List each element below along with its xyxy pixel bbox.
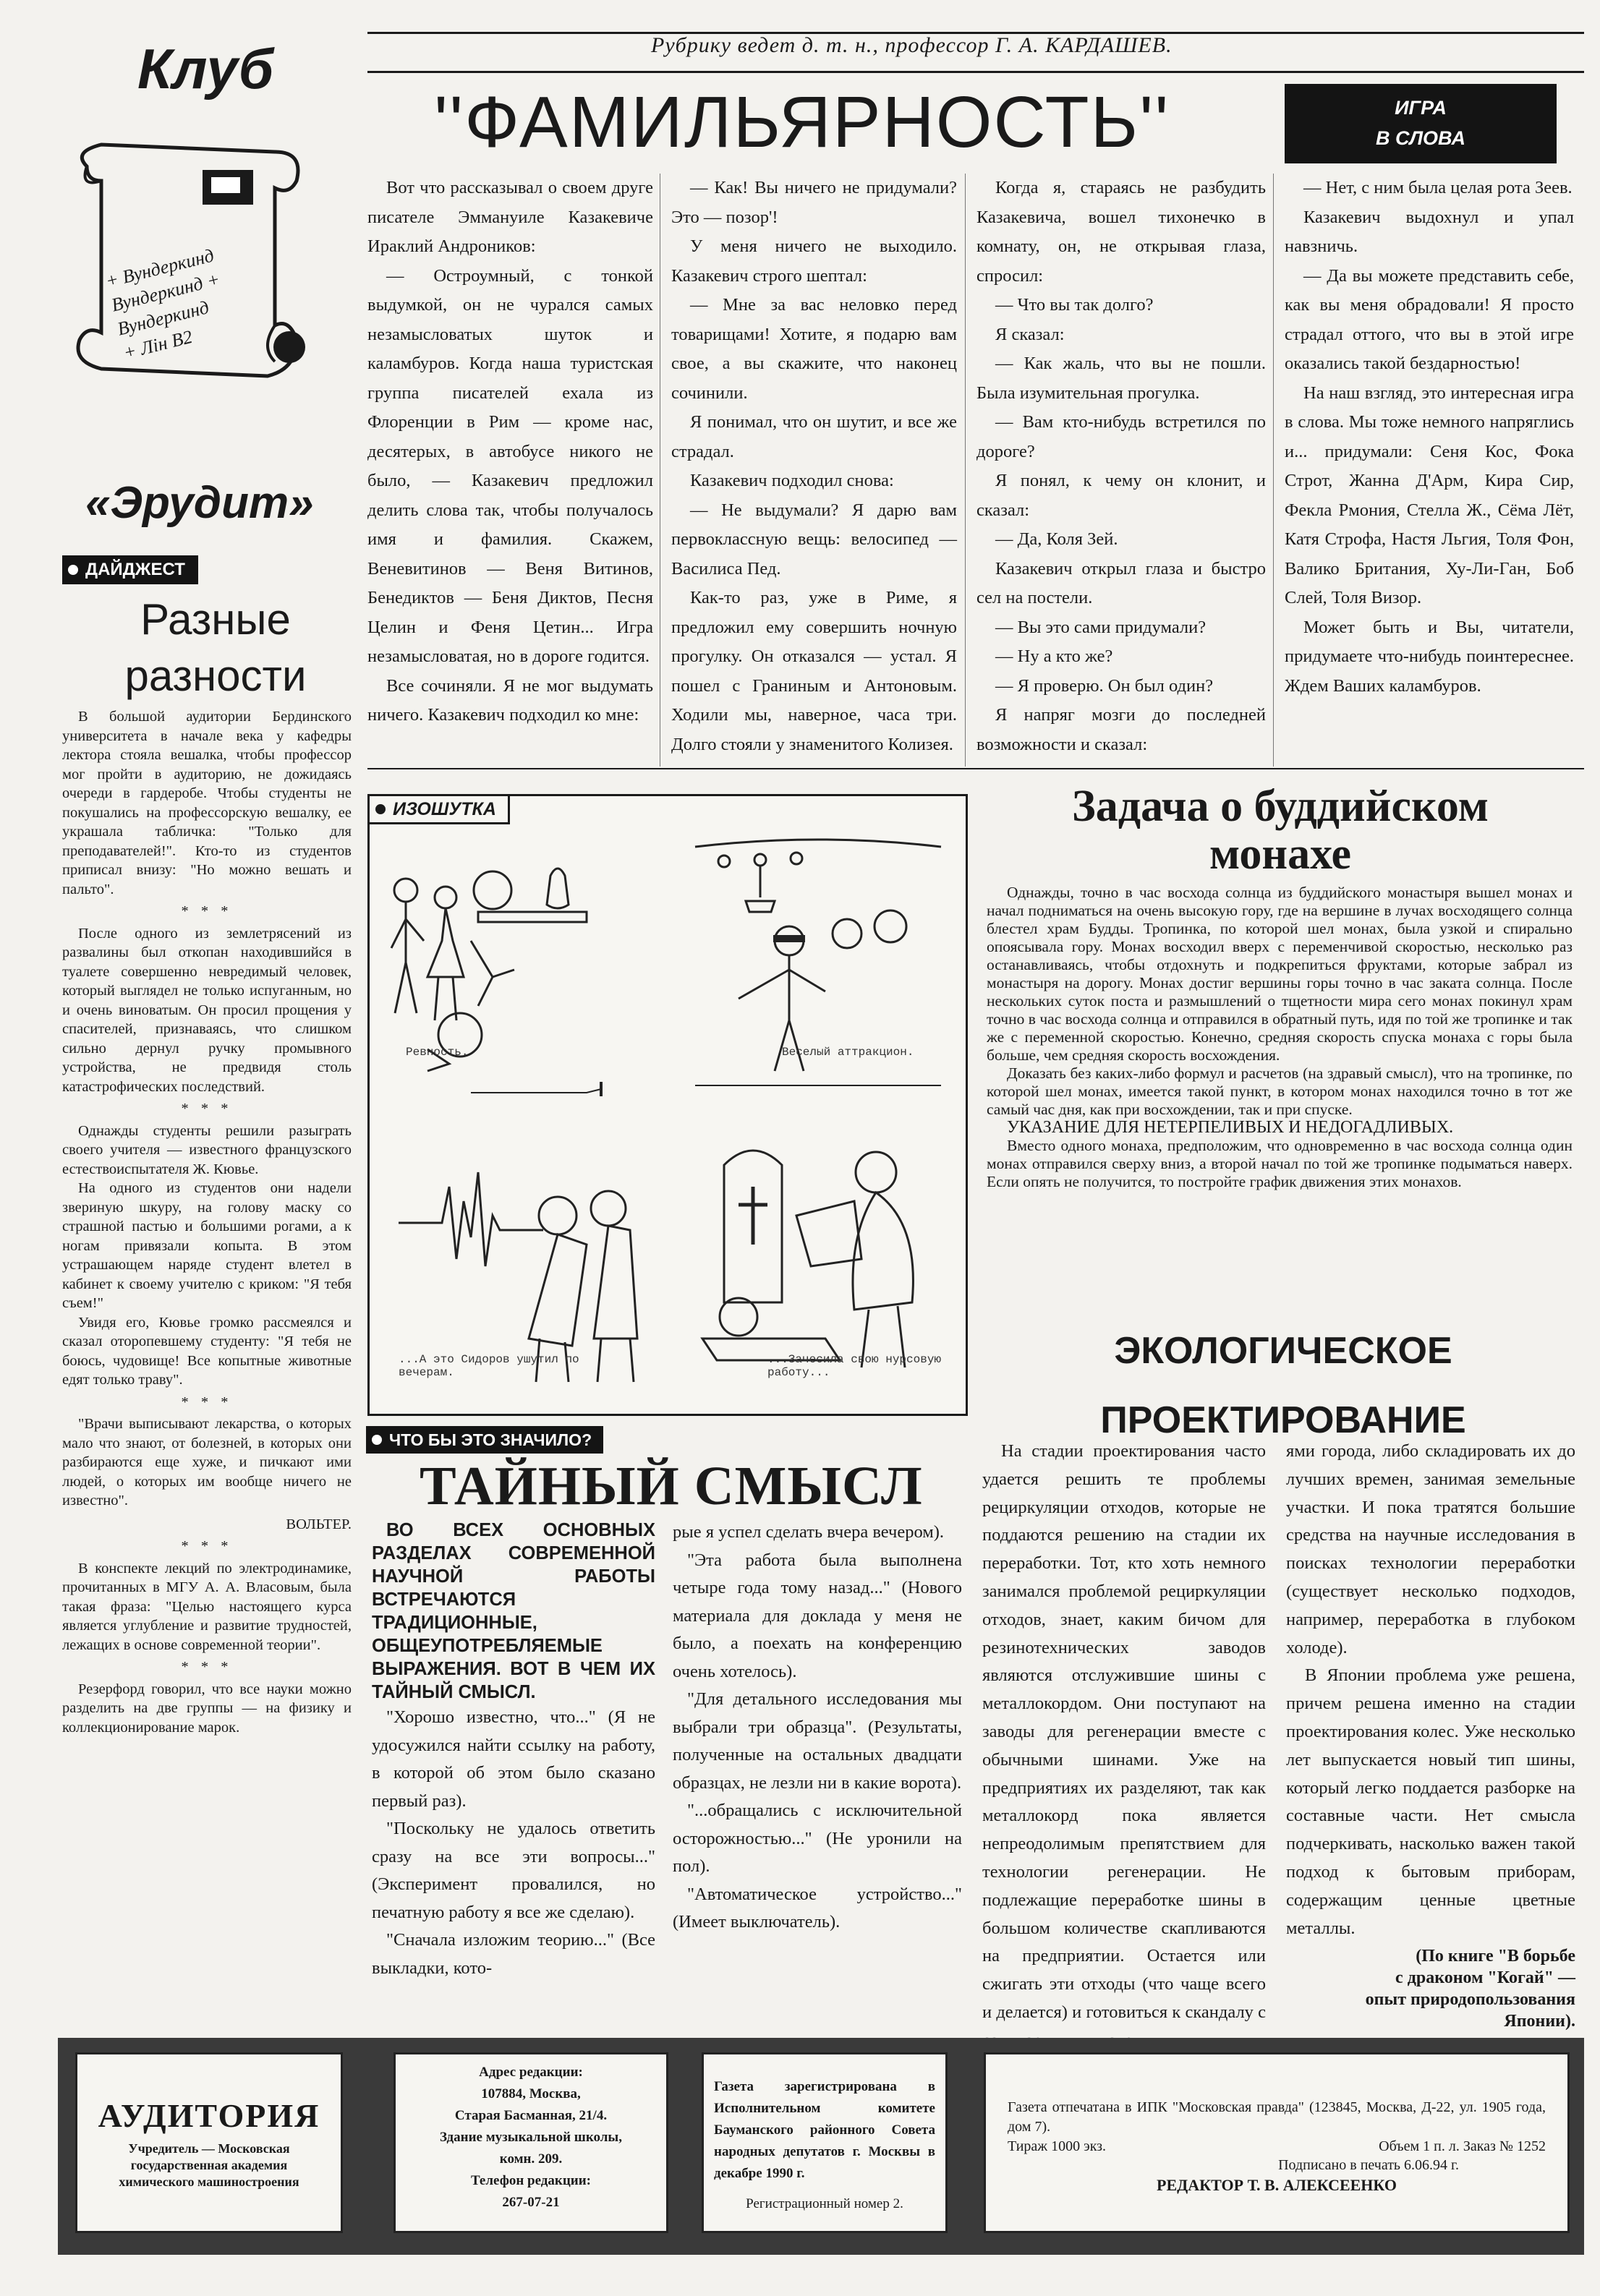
familiarity-col-2 (671, 174, 957, 759)
bullet-icon (68, 565, 78, 575)
paragraph: Я напряг мозги до последней возможности и сказал: (976, 705, 1266, 754)
paragraph: рые я успел сделать вчера вечером). (673, 1522, 945, 1542)
paragraph: Как-то раз, уже в Риме, я предложил ему совершить ночную прогулку. Он отказался — устал. Я пошел с Граниным и Антоновым. Ходили мы, наверное, часа три. Долго стояли у знаменитого Колизея. (671, 588, 957, 754)
familiarity-col-4 (1285, 174, 1574, 701)
paragraph: "Поскольку не удалось ответить сразу на все эти вопросы..." (Эксперимент провалился, но печатную работу я все же сделаю). (372, 1819, 655, 1922)
word-game-badge-line1: ИГРА (1395, 97, 1447, 119)
paragraph: "Автоматическое устройство..." (Имеет выключатель). (673, 1884, 962, 1932)
izoshutka-label: ИЗОШУТКА (393, 798, 496, 819)
paragraph: В Японии проблема уже решена, причем решена именно на стадии проектирования колес. Уже несколько лет выпускается новый тип шины, который легко поддается разборке на составные части. Нет смысла подчеркивать, насколько важен такой подход к бытовым приборам, содержащим ценные цветные металлы. (1286, 1665, 1575, 1938)
bullet-icon (372, 1435, 382, 1445)
cartoon-attraction (681, 832, 956, 1122)
digest-paragraph: Резерфорд говорил, что все науки можно разделить на две группы — на физику и коллекционирование марок. (62, 1681, 352, 1736)
digest-badge (62, 555, 198, 584)
paragraph: — Нет, с ним была целая рота Зеев. (1303, 178, 1573, 197)
paragraph: ями города, либо складировать их до лучших времен, занимая земельные участки. И пока тратятся большие средства на научные исследования в поисках технологии переработки (существует несколько подходов, например, переработка в глубоком холоде). (1286, 1441, 1575, 1657)
word-game-badge-line2: В СЛОВА (1375, 127, 1466, 149)
footer-masthead (75, 2052, 343, 2233)
digest-body (62, 707, 352, 1737)
registration-number: Регистрационный номер 2. (746, 2196, 903, 2211)
footer-print-info (984, 2052, 1570, 2233)
editorial-address: Адрес редакции: 107884, Москва, Старая Басманная, 21/4. Здание музыкальной школы, комн. 209. Телефон редакции: 267-07-21 (439, 2065, 623, 2210)
paragraph: — Да вы можете представить себе, как вы меня обрадовали! Я просто страдал оттого, что вы в этой игре оказались такой бездарностью! (1285, 265, 1574, 373)
monk-paragraph: Доказать без каких-либо формул и расчетов (на здравый смысл), что на тропинке, по которой шел монах, имеется такой пункт, в котором монах находился точно в тот же самый час дня, как при восхождении, так и при спуске. (987, 1064, 1573, 1118)
paragraph: — Вам кто-нибудь встретился по дороге? (976, 412, 1266, 461)
eco-source: (По книге "В борьбе с драконом "Когай" — опыт природопользования Японии). (1365, 1947, 1575, 2031)
monk-paragraph: Вместо одного монаха, предположим, что одновременно в час восхода солнца один монах отправился сверху вниз, а второй начал по той же тропинке подыматься наверх. Если опять не получится, то постройте график движения этих монахов. (987, 1137, 1573, 1190)
eco-title-line1: ЭКОЛОГИЧЕСКОЕ (1114, 1330, 1452, 1372)
monk-hint-title: УКАЗАНИЕ ДЛЯ НЕТЕРПЕЛИВЫХ И НЕДОГАДЛИВЫХ. (1007, 1118, 1454, 1137)
paragraph: "Хорошо известно, что..." (Я не удосужился найти ссылку на работу, в которой об этом было сказано первый раз). (372, 1707, 655, 1811)
paragraph: "Сначала изложим теорию..." (Все выкладки, кото- (372, 1930, 655, 1978)
paragraph: "Для детального исследования мы выбрали три образца". (Результаты, полученные на остальных двадцати образцах, не лезли ни в какие ворота). (673, 1689, 962, 1793)
familiarity-col-1 (367, 174, 653, 730)
paragraph: Все сочиняли. Я не мог выдумать ничего. Казакевич подходил ко мне: (367, 675, 653, 725)
paragraph: У меня ничего не выходило. Казакевич строго шептал: (671, 236, 957, 286)
familiarity-col-3 (976, 174, 1266, 759)
cartoon-caption: ...А это Сидоров ушутил по вечерам. (399, 1353, 579, 1379)
digest-title-line2: разности (124, 652, 307, 700)
footer-registration (702, 2052, 948, 2233)
monk-body (987, 884, 1573, 1191)
paragraph: — Мне за вас неловко перед товарищами! Хотите, я подарю вам свое, а вы скажите, что наконец сочинили. (671, 295, 957, 403)
print-run-row (1008, 2137, 1546, 2156)
paragraph: На стадии проектирования часто удается решить те проблемы рециркуляции отходов, которые не поддаются решению на стадии их переработки. Тот, кто хоть немного занимался проблемой рециркуляции отходов, знает, каким бичом для резинотехнических заводов являются отслужившие шины с металлокордом. Они поступают на заводы для регенерации вместе с обычными шинами. Уже на предприятиях их разделяют, так как металлокорд пока является непреодолимым препятствием для технологии регенерации. Не подлежащие переработке шины в большом количестве скапливаются на предприятии. Остается или сжигать эти отходы (что чаще всего и делается) и готовиться к скандалу с (982, 1441, 1266, 2022)
column-divider (1273, 174, 1274, 767)
paragraph: — Не выдумали? Я дарю вам первоклассную вещь: велосипед — Василиса Пед. (671, 500, 957, 579)
paragraph: — Как! Вы ничего не придумали? Это — позор'! (671, 178, 957, 227)
secret-title: ТАЙНЫЙ СМЫСЛ (420, 1456, 923, 1516)
paragraph: Я понимал, что он шутит, и все же страдал. (671, 412, 957, 461)
founder: Учредитель — Московская государственная академия химического машиностроения (119, 2141, 299, 2189)
rubric-rule (367, 71, 1584, 73)
digest-title (85, 592, 346, 704)
paragraph: — Вы это сами придумали? (995, 617, 1207, 637)
print-info: Газета отпечатана в ИПК "Московская правда" (123845, Москва, Д-22, ул. 1905 года, дом 7). (1008, 2099, 1546, 2135)
paragraph: Я понял, к чему он клонит, и сказал: (976, 471, 1266, 520)
column-divider (965, 174, 966, 767)
cartoons-box (367, 794, 968, 1416)
registration-text: Газета зарегистрирована в Исполнительном комитете Бауманского районного Совета народных депутатов г. Москвы в декабре 1990 г. (714, 2079, 935, 2181)
eco-col-2 (1286, 1438, 1575, 2032)
stars-divider: * * * (181, 1538, 233, 1554)
secret-lead: ВО ВСЕХ ОСНОВНЫХ РАЗДЕЛАХ СОВРЕМЕННОЙ НАУЧНОЙ РАБОТЫ ВСТРЕЧАЮТСЯ ТРАДИЦИОННЫЕ, ОБЩЕУПОТРЕБЛЯЕМЫЕ ВЫРАЖЕНИЯ. ВОТ В ЧЕМ ИХ ТАЙНЫЙ СМЫСЛ. (372, 1520, 655, 1702)
digest-paragraph: В большой аудитории Бердинского университета в начале века у кафедры лектора стояла вешалка, чтобы профессор мог пройти в аудиторию, не дожидаясь очереди в гардеробе. Чтобы студенты не покушались на профессорскую вешалку, ее украшала табличка: "Только для преподавателей!". Кто-то из студентов приписал внизу: "Но можно вешать и пальто". (62, 709, 352, 897)
paragraph: — Да, Коля Зей. (995, 529, 1118, 549)
stars-divider: * * * (181, 903, 233, 919)
cartoon-caption: Ревность. (406, 1046, 469, 1059)
digest-paragraph: Однажды студенты решили разыграть своего учителя — известного французского естествоиспытателя Ж. Кювье. (62, 1122, 352, 1177)
eco-title-line2: ПРОЕКТИРОВАНИЕ (1100, 1399, 1466, 1441)
scroll-text: + Вундеркинд Вундеркинд + Вундеркинд + Лін В2 (103, 244, 222, 364)
footer-address (393, 2052, 668, 2233)
paragraph: "Эта работа была выполнена четыре года тому назад..." (Нового материала для доклада у меня не было, а поехать на конференцию очень хотелось). (673, 1550, 962, 1681)
what-means-label: ЧТО БЫ ЭТО ЗНАЧИЛО? (389, 1430, 592, 1449)
paragraph: — Ну а кто же? (995, 646, 1113, 666)
paragraph: Казакевич выдохнул и упал навзничь. (1285, 207, 1574, 256)
stars-divider: * * * (181, 1394, 233, 1410)
digest-title-line1: Разные (140, 595, 291, 644)
rubric-line: Рубрику ведет д. т. н., профессор Г. А. КАРДАШЕВ. (651, 33, 1173, 57)
cartoon-caption: Веселый аттракцион. (782, 1046, 914, 1059)
word-game-badge (1285, 84, 1557, 163)
digest-paragraph: "Врачи выписывают лекарства, о которых мало что знают, от болезней, в которых они разбираются еще хуже, и пичкают ими людей, о которых им вообще ничего не известно". (62, 1416, 352, 1508)
familiarity-title: ''ФАМИЛЬЯРНОСТЬ'' (434, 82, 1170, 163)
monk-title-line1: Задача о буддийском (1072, 782, 1489, 831)
cartoon-jealousy (384, 832, 659, 1122)
paragraph: Вот что рассказывал о своем друге писателе Эммануиле Казакевиче Ираклий Андроников: (367, 178, 653, 256)
eco-title (987, 1316, 1580, 1455)
paragraph: — Как жаль, что вы не пошли. Была изумительная прогулка. (976, 354, 1266, 403)
paragraph: "...обращались с исключительной осторожностью..." (Не уронили на пол). (673, 1801, 962, 1876)
erudit-title: «Эрудит» (85, 478, 314, 528)
print-run: Тираж 1000 экз. (1008, 2138, 1107, 2154)
secret-col-2 (673, 1519, 962, 1937)
print-volume: Объем 1 п. л. Заказ № 1252 (1379, 2138, 1546, 2154)
stars-divider: * * * (181, 1659, 233, 1675)
paragraph: — Остроумный, с тонкой выдумкой, он не чурался самых незамысловатых шуток и каламбуров. Когда наша туристская группа писателей ехала из Флоренции в Рим — кроме нас, десятерых, в автобусе никого не было, — Казакевич предложил делить слова так, чтобы получалось имя и фамилия. Скажем, Веневитинов — Веня Витинов, Бенедиктов — Беня Диктов, Песня Целин и Феня Цетин... Игра незамысловатая, но в дороге годится. (367, 265, 653, 666)
secret-col-1 (372, 1519, 655, 1982)
signed-date: Подписано в печать 6.06.94 г. (1278, 2157, 1459, 2173)
izoshutka-badge (367, 794, 510, 824)
paper-name: АУДИТОРИЯ (98, 2097, 320, 2134)
digest-paragraph: На одного из студентов они надели звериную шкуру, на голову маску со страшной пастью и большими рогами, а к ногам привязали копыта. В этом устрашающем наряде студент влетел в кабинет к своему учителю с криком: "Я тебя съем!" (62, 1180, 352, 1311)
club-logo (43, 29, 333, 434)
what-means-badge (366, 1426, 603, 1454)
monk-title-line2: монахе (1209, 829, 1352, 879)
paragraph: Казакевич подходил снова: (690, 471, 894, 490)
paragraph: На наш взгляд, это интересная игра в слова. Мы тоже немного напряглись и... придумали: Сеня Кос, Фока Строт, Жанна Д'Арм, Кира Сир, Фекла Рмония, Стелла Ж., Сёма Лёт, Катя Строфа, Настя Льгия, Толя Фон, Валико Британия, Ху-Ли-Ган, Боб Слей, Толя Визор. (1285, 383, 1574, 607)
digest-attribution: ВОЛЬТЕР. (286, 1516, 352, 1532)
digest-paragraph: В конспекте лекций по электродинамике, прочитанных в МГУ А. А. Власовым, была такая фраза: "Целью настоящего курса является углубление и развитие трудностей, лежащих в основе современной теории". (62, 1560, 352, 1653)
digest-paragraph: Увидя его, Кювье громко рассмеялся и сказал оторопевшему студенту: "Я тебя не боюсь, чудовище! Все копытные животные едят только траву". (62, 1314, 352, 1388)
paragraph: Казакевич открыл глаза и быстро сел на постели. (976, 558, 1266, 607)
eco-col-1 (982, 1438, 1266, 2055)
monk-paragraph: Однажды, точно в час восхода солнца из буддийского монастыря вышел монах и начал подниматься на очень высокую гору, где на вершине в лучах восходящего солнца блестел храм Будды. Тропинка, по которой шел монах, была узкой и спирально опоясывала гору. Монах восходил вверх с переменчивой скоростью, несколько раз останавливаясь, чтобы отдохнуть и подкрепиться фруктами, которые забрал из монастыря на дорогу. Монах достиг вершины горы точно в час заката солнца. После нескольких суток поста и размышлений о тщетности мира сего монах покинул храм точно в час восхода солнца и отправился в обратный путь, идя по той же тропинке и так же с переменной скоростью. Конечно, средняя скорость спуска монаха с горы была больше, чем средняя скорость восхождения. (987, 884, 1573, 1064)
monk-title (984, 782, 1577, 878)
paragraph: Когда я, стараясь не разбудить Казакевича, вошел тихонечко в комнату, он, не открывая глаза, спросил: (976, 178, 1266, 286)
stars-divider: * * * (181, 1101, 233, 1117)
paragraph: — Что вы так долго? (995, 295, 1154, 315)
section-rule (367, 768, 1584, 769)
editor: РЕДАКТОР Т. В. АЛЕКСЕЕНКО (1157, 2176, 1397, 2194)
digest-paragraph: После одного из землетрясений из развалины был откопан находившийся в туалете совершенно невредимый человек, который выглядел не только испуганным, но и очень виноватым. Он просил прощения у спасителей, признаваясь, что слишком сильно дернул ручку промывного устройства, не предвидя столь катастрофических последствий. (62, 925, 352, 1095)
cartoon-caption: ...Зачесила свою нурсовую работу... (767, 1353, 942, 1379)
bullet-icon (375, 804, 386, 814)
paragraph: — Я проверю. Он был один? (995, 675, 1214, 696)
paragraph: Может быть и Вы, читатели, придумаете что-нибудь поинтереснее. Ждем Ваших каламбуров. (1285, 617, 1574, 696)
paragraph: Я сказал: (995, 324, 1065, 344)
club-word: Клуб (137, 37, 274, 101)
digest-badge-label: ДАЙДЖЕСТ (85, 560, 185, 579)
